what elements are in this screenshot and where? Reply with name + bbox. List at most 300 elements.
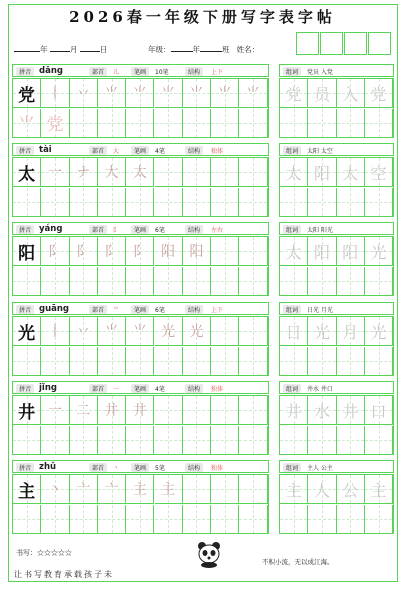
word-cell[interactable]	[280, 426, 308, 455]
practice-cell[interactable]	[126, 347, 154, 376]
word-cell[interactable]	[308, 475, 336, 504]
word-cell[interactable]	[280, 505, 308, 534]
name-box[interactable]	[320, 32, 343, 55]
stroke-step: 大	[104, 165, 119, 181]
word-cell[interactable]	[308, 79, 336, 108]
word-cell[interactable]	[308, 188, 336, 217]
radical-label: 部首	[89, 463, 107, 472]
char-header	[12, 460, 269, 473]
word-cell[interactable]	[365, 158, 393, 187]
strokes-label: 笔画	[131, 225, 149, 234]
practice-cell[interactable]	[183, 396, 211, 425]
practice-cell[interactable]	[211, 79, 239, 108]
structure-value: 上下	[211, 307, 224, 314]
strokes-value: 4笔	[155, 386, 165, 393]
word-cell[interactable]	[365, 475, 393, 504]
practice-cell[interactable]	[211, 188, 239, 217]
practice-cell[interactable]	[239, 317, 267, 346]
word-trace-char: 月	[342, 322, 359, 342]
practice-cell[interactable]	[70, 426, 98, 455]
practice-cell[interactable]	[155, 475, 183, 504]
word-trace-char: 阳	[313, 242, 330, 262]
stroke-step: 光	[189, 324, 204, 340]
pinyin-label: 拼音	[16, 384, 34, 393]
stroke-grid	[12, 316, 269, 376]
word-cell[interactable]	[280, 317, 308, 346]
stroke-step: 丶	[47, 482, 62, 498]
motto: 不积小流，无以成江海。	[262, 558, 334, 566]
practice-cell[interactable]	[70, 79, 98, 108]
word-cell[interactable]	[308, 109, 336, 138]
practice-cell[interactable]	[98, 505, 126, 534]
practice-cell[interactable]	[211, 505, 239, 534]
word-cell[interactable]	[308, 317, 336, 346]
practice-cell[interactable]	[13, 267, 41, 296]
practice-cell[interactable]	[126, 109, 154, 138]
practice-cell[interactable]	[211, 426, 239, 455]
stroke-grid	[12, 78, 269, 138]
radical-label: 部首	[89, 146, 107, 155]
word-trace-char: 井	[285, 401, 302, 421]
practice-cell[interactable]	[13, 396, 41, 425]
structure-value: 上下	[211, 69, 224, 76]
word-cell[interactable]	[365, 79, 393, 108]
stroke-step: ⺌	[246, 86, 261, 102]
structure-value: 独体	[211, 465, 224, 472]
practice-cell[interactable]	[98, 396, 126, 425]
practice-cell[interactable]	[211, 158, 239, 187]
word-cell[interactable]	[308, 158, 336, 187]
practice-cell[interactable]	[98, 317, 126, 346]
word-cell[interactable]	[337, 188, 365, 217]
stroke-step: 井	[104, 403, 119, 419]
practice-cell[interactable]	[41, 396, 69, 425]
practice-cell[interactable]	[155, 426, 183, 455]
pinyin-label: 拼音	[16, 146, 34, 155]
char-header	[12, 143, 269, 156]
word-grid	[279, 395, 394, 455]
practice-cell[interactable]	[98, 347, 126, 376]
words-value: 党员 入党	[307, 69, 333, 76]
word-cell[interactable]	[337, 158, 365, 187]
words-header	[279, 381, 394, 394]
word-cell[interactable]	[280, 79, 308, 108]
practice-cell[interactable]	[98, 109, 126, 138]
strokes-value: 6笔	[155, 227, 165, 234]
word-grid	[279, 157, 394, 217]
radical-value: 大	[113, 148, 120, 155]
stroke-step: 亠	[104, 482, 119, 498]
word-trace-char: 公	[342, 480, 359, 500]
word-cell[interactable]	[308, 267, 336, 296]
practice-cell[interactable]	[126, 426, 154, 455]
practice-cell[interactable]	[155, 188, 183, 217]
practice-cell[interactable]	[41, 188, 69, 217]
practice-cell[interactable]	[70, 188, 98, 217]
word-cell[interactable]	[280, 396, 308, 425]
practice-cell[interactable]	[183, 267, 211, 296]
word-trace-char: 主	[370, 480, 387, 500]
practice-cell[interactable]	[155, 237, 183, 266]
stroke-step: 丨	[47, 324, 62, 340]
word-cell[interactable]	[280, 267, 308, 296]
word-cell[interactable]	[337, 267, 365, 296]
word-grid	[279, 316, 394, 376]
stroke-step: 主	[161, 482, 176, 498]
practice-cell[interactable]	[239, 347, 267, 376]
structure-value: 左右	[211, 227, 224, 234]
word-trace-char: 空	[370, 163, 387, 183]
pinyin-value: dǎng	[39, 66, 63, 76]
word-trace-char: 党	[370, 84, 387, 104]
word-cell[interactable]	[365, 109, 393, 138]
practice-cell[interactable]	[41, 267, 69, 296]
word-trace-char: 主	[285, 480, 302, 500]
practice-cell[interactable]	[183, 79, 211, 108]
words-value: 井水 井口	[307, 386, 333, 393]
word-grid	[279, 236, 394, 296]
practice-cell[interactable]	[239, 426, 267, 455]
practice-cell[interactable]	[70, 158, 98, 187]
word-cell[interactable]	[337, 237, 365, 266]
words-header	[279, 302, 394, 315]
strokes-label: 笔画	[131, 146, 149, 155]
word-cell[interactable]	[365, 317, 393, 346]
stroke-step: 一	[47, 165, 62, 181]
page-title: 2026春一年级下册写字表字帖	[69, 8, 336, 26]
practice-cell[interactable]	[126, 79, 154, 108]
stroke-step: 一	[47, 403, 62, 419]
practice-cell[interactable]	[183, 505, 211, 534]
model-char: 主	[18, 481, 36, 502]
structure-label: 结构	[185, 305, 203, 314]
word-trace-char: 光	[313, 322, 330, 342]
practice-cell[interactable]	[13, 475, 41, 504]
practice-cell[interactable]	[155, 158, 183, 187]
strokes-label: 笔画	[131, 463, 149, 472]
word-cell[interactable]	[337, 347, 365, 376]
practice-cell[interactable]	[183, 109, 211, 138]
practice-cell[interactable]	[41, 109, 69, 138]
practice-cell[interactable]	[98, 237, 126, 266]
practice-cell[interactable]	[211, 475, 239, 504]
stroke-step: 太	[132, 165, 147, 181]
word-trace-char: 井	[342, 401, 359, 421]
words-header	[279, 143, 394, 156]
word-cell[interactable]	[337, 505, 365, 534]
stroke-step: ⺌	[217, 86, 232, 102]
word-trace-char: 太	[285, 242, 302, 262]
word-cell[interactable]	[280, 158, 308, 187]
practice-cell[interactable]	[126, 475, 154, 504]
practice-cell[interactable]	[211, 347, 239, 376]
word-cell[interactable]	[280, 237, 308, 266]
stroke-step: 阝	[132, 244, 147, 260]
practice-cell[interactable]	[183, 347, 211, 376]
practice-cell[interactable]	[183, 188, 211, 217]
stroke-grid	[12, 395, 269, 455]
practice-cell[interactable]	[41, 317, 69, 346]
radical-label: 部首	[89, 225, 107, 234]
words-label: 组词	[283, 67, 301, 76]
practice-cell[interactable]	[183, 158, 211, 187]
stroke-step: 阝	[104, 244, 119, 260]
practice-cell[interactable]	[155, 347, 183, 376]
practice-cell[interactable]	[239, 237, 267, 266]
pinyin-value: jǐng	[39, 383, 57, 393]
practice-cell[interactable]	[155, 109, 183, 138]
word-cell[interactable]	[308, 396, 336, 425]
practice-cell[interactable]	[155, 396, 183, 425]
name-box[interactable]	[296, 32, 319, 55]
radical-label: 部首	[89, 384, 107, 393]
practice-cell[interactable]	[183, 475, 211, 504]
practice-cell[interactable]	[13, 188, 41, 217]
word-cell[interactable]	[337, 79, 365, 108]
radical-label: 部首	[89, 67, 107, 76]
char-header	[12, 381, 269, 394]
words-label: 组词	[283, 463, 301, 472]
practice-cell[interactable]	[70, 505, 98, 534]
practice-cell[interactable]	[211, 396, 239, 425]
stroke-step: ⺌	[132, 86, 147, 102]
stroke-grid	[12, 236, 269, 296]
word-cell[interactable]	[365, 505, 393, 534]
strokes-value: 4笔	[155, 148, 165, 155]
words-value: 日光 月光	[307, 307, 333, 314]
practice-cell[interactable]	[126, 267, 154, 296]
stroke-step: 主	[132, 482, 147, 498]
stroke-step: 二	[76, 403, 91, 419]
stroke-grid	[12, 474, 269, 534]
practice-cell[interactable]	[41, 158, 69, 187]
practice-cell[interactable]	[211, 109, 239, 138]
stroke-step: ⺌	[161, 86, 176, 102]
char-header	[12, 222, 269, 235]
word-cell[interactable]	[337, 317, 365, 346]
practice-cell[interactable]	[98, 158, 126, 187]
pinyin-value: yáng	[39, 224, 63, 234]
radical-value: 一	[113, 386, 120, 393]
stroke-step: 井	[132, 403, 147, 419]
word-cell[interactable]	[280, 475, 308, 504]
word-cell[interactable]	[280, 109, 308, 138]
word-cell[interactable]	[365, 347, 393, 376]
stroke-step: ⺌	[189, 86, 204, 102]
practice-cell[interactable]	[98, 267, 126, 296]
practice-cell[interactable]	[239, 505, 267, 534]
practice-cell[interactable]	[41, 79, 69, 108]
slogan: 让书写教育承载孩子未	[14, 570, 114, 579]
model-char: 井	[18, 402, 36, 423]
practice-cell[interactable]	[70, 347, 98, 376]
stroke-step: ⺌	[132, 324, 147, 340]
stroke-step: 亠	[76, 482, 91, 498]
word-trace-char: 水	[313, 401, 330, 421]
pinyin-value: zhǔ	[39, 462, 57, 472]
word-cell[interactable]	[337, 396, 365, 425]
radical-value: 丶	[113, 465, 120, 472]
word-cell[interactable]	[280, 347, 308, 376]
word-cell[interactable]	[308, 426, 336, 455]
structure-label: 结构	[185, 384, 203, 393]
strokes-value: 5笔	[155, 465, 165, 472]
words-header	[279, 460, 394, 473]
words-value: 太阳 太空	[307, 148, 333, 155]
practice-cell[interactable]	[70, 396, 98, 425]
practice-cell[interactable]	[13, 109, 41, 138]
words-value: 太阳 阳光	[307, 227, 333, 234]
word-cell[interactable]	[365, 426, 393, 455]
word-trace-char: 员	[313, 84, 330, 104]
word-cell[interactable]	[308, 505, 336, 534]
practice-cell[interactable]	[211, 237, 239, 266]
practice-cell[interactable]	[13, 237, 41, 266]
practice-cell[interactable]	[239, 267, 267, 296]
practice-cell[interactable]	[98, 79, 126, 108]
stroke-step: ⺌	[104, 86, 119, 102]
practice-cell[interactable]	[239, 158, 267, 187]
practice-cell[interactable]	[126, 505, 154, 534]
word-cell[interactable]	[365, 396, 393, 425]
stroke-step: 阳	[189, 244, 204, 260]
practice-cell[interactable]	[13, 505, 41, 534]
trace-char: 党	[46, 115, 64, 135]
practice-cell[interactable]	[155, 505, 183, 534]
practice-cell[interactable]	[13, 317, 41, 346]
practice-cell[interactable]	[183, 237, 211, 266]
word-trace-char: 党	[285, 84, 302, 104]
practice-cell[interactable]	[41, 475, 69, 504]
pinyin-label: 拼音	[16, 225, 34, 234]
practice-cell[interactable]	[211, 317, 239, 346]
stroke-grid	[12, 157, 269, 217]
practice-cell[interactable]	[126, 188, 154, 217]
strokes-label: 笔画	[131, 384, 149, 393]
word-trace-char: 光	[370, 242, 387, 262]
word-trace-char: 太	[342, 163, 359, 183]
date-fields: 年 月 日	[14, 44, 107, 55]
practice-cell[interactable]	[70, 317, 98, 346]
word-trace-char: 人	[313, 480, 330, 500]
word-trace-char: 光	[370, 322, 387, 342]
pinyin-label: 拼音	[16, 67, 34, 76]
structure-label: 结构	[185, 225, 203, 234]
practice-cell[interactable]	[70, 109, 98, 138]
stroke-step: 阳	[161, 244, 176, 260]
word-trace-char: 太	[285, 163, 302, 183]
word-cell[interactable]	[308, 237, 336, 266]
practice-cell[interactable]	[183, 317, 211, 346]
model-char: 党	[18, 85, 36, 106]
practice-cell[interactable]	[41, 237, 69, 266]
practice-cell[interactable]	[126, 317, 154, 346]
practice-cell[interactable]	[239, 79, 267, 108]
word-trace-char: 日	[285, 322, 302, 342]
practice-cell[interactable]	[239, 475, 267, 504]
practice-cell[interactable]	[13, 158, 41, 187]
practice-cell[interactable]	[70, 267, 98, 296]
stroke-step: 光	[161, 324, 176, 340]
name-box[interactable]	[368, 32, 391, 55]
model-char: 光	[18, 323, 36, 344]
words-label: 组词	[283, 146, 301, 155]
practice-cell[interactable]	[13, 426, 41, 455]
practice-cell[interactable]	[155, 317, 183, 346]
name-box[interactable]	[344, 32, 367, 55]
words-label: 组词	[283, 384, 301, 393]
practice-cell[interactable]	[41, 426, 69, 455]
word-trace-char: 阳	[313, 163, 330, 183]
practice-cell[interactable]	[183, 426, 211, 455]
practice-cell[interactable]	[41, 505, 69, 534]
structure-label: 结构	[185, 463, 203, 472]
practice-cell[interactable]	[70, 237, 98, 266]
structure-value: 独体	[211, 148, 224, 155]
strokes-label: 笔画	[131, 67, 149, 76]
words-header	[279, 64, 394, 77]
word-cell[interactable]	[365, 267, 393, 296]
stroke-step: 阝	[76, 244, 91, 260]
practice-cell[interactable]	[155, 79, 183, 108]
word-cell[interactable]	[308, 347, 336, 376]
grade-fields: 年级： 年 班 姓名：	[148, 45, 260, 54]
practice-cell[interactable]	[239, 109, 267, 138]
pinyin-label: 拼音	[16, 463, 34, 472]
stroke-step: 丷	[76, 324, 91, 340]
radical-value: 阝	[113, 227, 120, 234]
practice-cell[interactable]	[126, 158, 154, 187]
word-cell[interactable]	[280, 188, 308, 217]
stroke-step: 阝	[47, 244, 62, 260]
words-header	[279, 222, 394, 235]
words-label: 组词	[283, 305, 301, 314]
practice-cell[interactable]	[70, 475, 98, 504]
practice-cell[interactable]	[155, 267, 183, 296]
word-cell[interactable]	[337, 475, 365, 504]
practice-cell[interactable]	[211, 267, 239, 296]
practice-cell[interactable]	[98, 475, 126, 504]
practice-cell[interactable]	[98, 188, 126, 217]
practice-cell[interactable]	[126, 396, 154, 425]
radical-value: 儿	[113, 69, 120, 76]
practice-cell[interactable]	[13, 79, 41, 108]
word-cell[interactable]	[337, 109, 365, 138]
practice-cell[interactable]	[13, 347, 41, 376]
word-cell[interactable]	[337, 426, 365, 455]
word-cell[interactable]	[365, 237, 393, 266]
practice-cell[interactable]	[41, 347, 69, 376]
stroke-step: ⺌	[104, 324, 119, 340]
structure-label: 结构	[185, 146, 203, 155]
practice-cell[interactable]	[126, 237, 154, 266]
handwriting-rating: 书写：☆☆☆☆☆	[16, 549, 72, 557]
radical-value: ⺌	[113, 307, 120, 314]
word-trace-char: 口	[370, 401, 387, 421]
practice-cell[interactable]	[239, 188, 267, 217]
stroke-step: 丷	[76, 86, 91, 102]
strokes-value: 6笔	[155, 307, 165, 314]
practice-cell[interactable]	[98, 426, 126, 455]
structure-value: 独体	[211, 386, 224, 393]
word-trace-char: 阳	[342, 242, 359, 262]
practice-cell[interactable]	[239, 396, 267, 425]
word-cell[interactable]	[365, 188, 393, 217]
trace-char: ⺌	[18, 115, 36, 135]
pinyin-label: 拼音	[16, 305, 34, 314]
char-header	[12, 302, 269, 315]
word-grid	[279, 78, 394, 138]
